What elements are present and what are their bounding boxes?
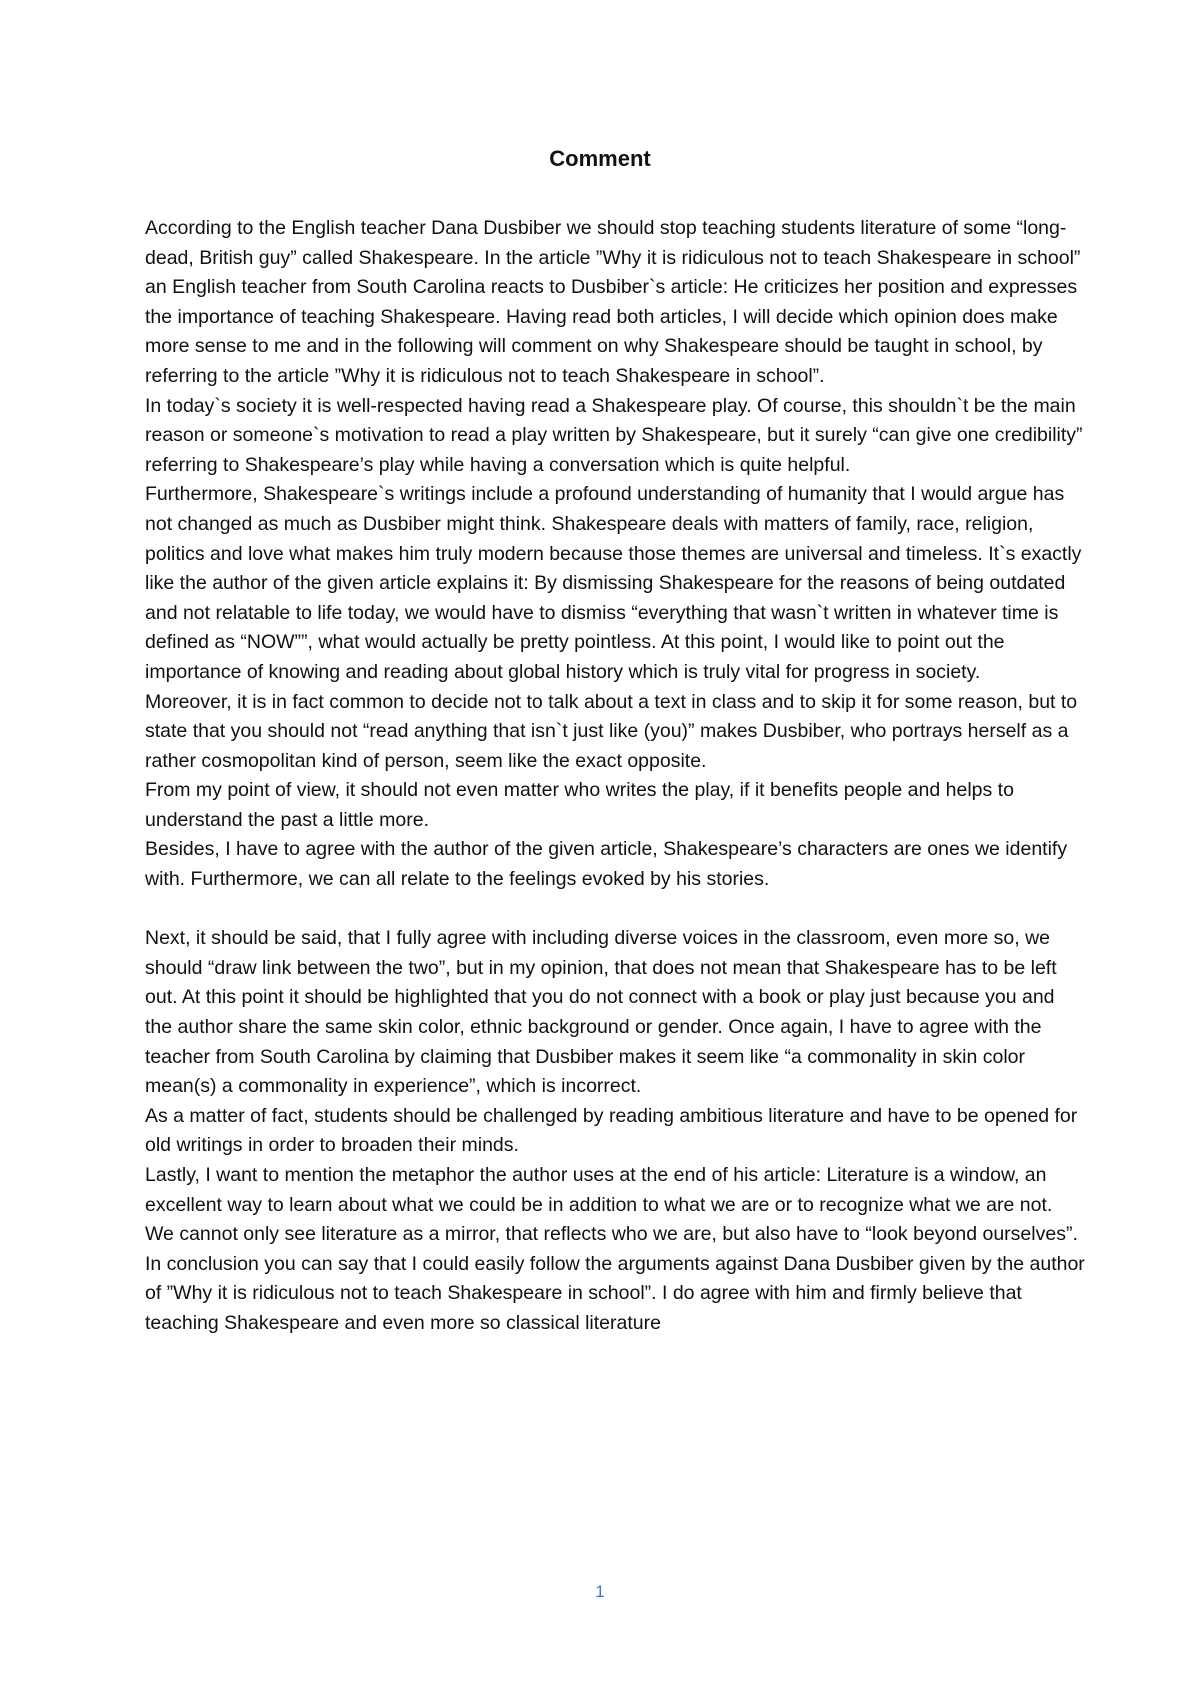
- paragraph-moreover: Moreover, it is in fact common to decide not to talk about a text in class and to skip it for some reason, but to state that you should not “read anything that isn`t just like (you)” makes Dusbiber, who portrays herself as a rather cosmopolitan kind of person, seem like the exact opposite.: [145, 690, 1078, 772]
- paragraph-humanity: Furthermore, Shakespeare`s writings include a profound understanding of humanity that I would argue has not changed as much as Dusbiber might think. Shakespeare deals with matters of family, race, religion, politics and love what makes him truly modern because those themes are universal and timeless. It`s exactly like the author of the given article explains it: By dismissing Shakespeare for the reasons of being outdated and not relatable to life today, we would have to dismiss “everything that wasn`t written in whatever time is defined as “NOW””, what would actually be pretty pointless. At this point, I would like to point out the importance of knowing and reading about global history which is truly vital for progress in society.: [145, 483, 1082, 683]
- page-title: Comment: [549, 146, 651, 171]
- paragraph-point-of-view: From my point of view, it should not even matter who writes the play, if it benefits people and helps to understand the past a little more.: [145, 779, 1014, 831]
- document-body: [145, 214, 1085, 1339]
- paragraph-diverse-voices: Next, it should be said, that I fully agree with including diverse voices in the classroom, even more so, we should “draw link between the two”, but in my opinion, that does not mean that Shakespeare has to be left out. At this point it should be highlighted that you do not connect with a book or play just because you and the author share the same skin color, ethnic background or gender. Once again, I have to agree with the teacher from South Carolina by claiming that Dusbiber makes it seem like “a commonality in skin color mean(s) a commonality in experience”, which is incorrect.: [145, 927, 1057, 1098]
- page-number: 1: [595, 1582, 605, 1601]
- paragraph-society: In today`s society it is well-respected having read a Shakespeare play. Of course, this shouldn`t be the main reason or someone`s motivation to read a play written by Shakespeare, but it surely “can give one credibility” referring to Shakespeare’s play while having a conversation which is quite helpful.: [145, 394, 1083, 476]
- paragraph-conclusion: In conclusion you can say that I could easily follow the arguments against Dana Dusbiber given by the author of ”Why it is ridiculous not to teach Shakespeare in school”. I do agree with him and firmly believe that teaching Shakespeare and even more so classical literature: [145, 1252, 1085, 1334]
- paragraph-characters: Besides, I have to agree with the author of the given article, Shakespeare’s characters are ones we identify with. Furthermore, we can all relate to the feelings evoked by his stories.: [145, 838, 1068, 891]
- paragraph-introduction: According to the English teacher Dana Dusbiber we should stop teaching students literature of some “long-dead, British guy” called Shakespeare. In the article ”Why it is ridiculous not to teach Shakespeare in school” an English teacher from South Carolina reacts to Dusbiber`s article: He criticizes her position and expresses the importance of teaching Shakespeare. Having read both articles, I will decide which opinion does make more sense to me and in the following will comment on why Shakespeare should be taught in school, by referring to the article ”Why it is ridiculous not to teach Shakespeare in school”.: [145, 217, 1081, 387]
- paragraph-challenge: As a matter of fact, students should be challenged by reading ambitious literature and have to be opened for old writings in order to broaden their minds.: [145, 1104, 1078, 1157]
- blank-line: [145, 895, 1085, 925]
- paragraph-metaphor: Lastly, I want to mention the metaphor the author uses at the end of his article: Literature is a window, an excellent way to learn about what we could be in addition to what we are or to recognize what we are not. We cannot only see literature as a mirror, that reflects who we are, but also have to “look beyond ourselves”.: [145, 1164, 1078, 1246]
